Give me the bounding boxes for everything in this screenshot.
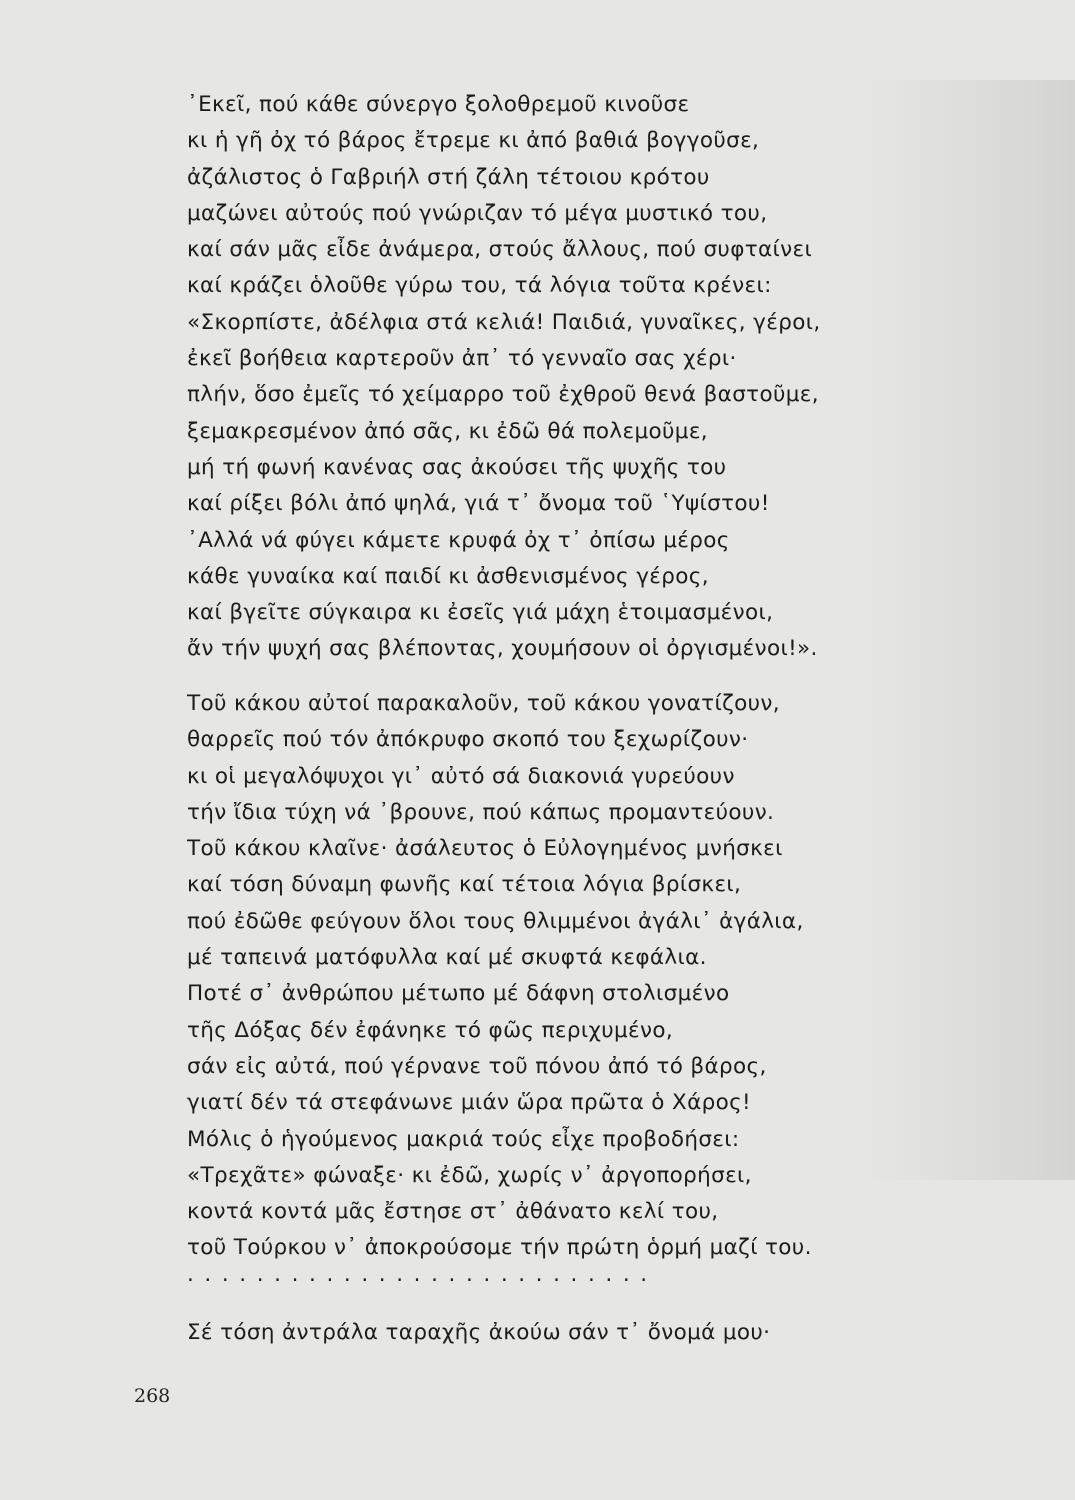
verse-line: ἐκεῖ βοήθεια καρτεροῦν ἀπ᾿ τό γενναῖο σας χέρι· [187,346,737,372]
verse-line: τήν ἴδια τύχη νά ᾿βρουνε, πού κάπως προμαντεύουν. [187,799,775,825]
verse-line: κι οἱ μεγαλόψυχοι γι᾿ αὐτό σά διακονιά γυρεύουν [187,763,735,789]
verse-line: θαρρεῖς πού τόν ἀπόκρυφο σκοπό του ξεχωρίζουν· [187,727,749,753]
verse-line: τοῦ Τούρκου ν᾿ ἀποκρούσομε τήν πρώτη ὁρμή μαζί του. [187,1235,812,1261]
verse-line: Τοῦ κάκου κλαῖνε· ἀσάλευτος ὁ Εὐλογημένος μνήσκει [187,836,783,862]
poem-stanza [187,1315,770,1351]
verse-line: κι ἡ γῆ ὀχ τό βάρος ἔτρεμε κι ἀπό βαθιά βογγοῦσε, [187,128,760,154]
verse-line: καί τόση δύναμη φωνῆς καί τέτοια λόγια βρίσκει, [187,872,742,898]
verse-line: σάν εἰς αὐτά, πού γέρνανε τοῦ πόνου ἀπό τό βάρος, [187,1053,767,1079]
verse-line: ἄν τήν ψυχή σας βλέποντας, χουμήσουν οἱ ὀργισμένοι!». [187,636,818,662]
verse-line: «Τρεχᾶτε» φώναξε· κι ἐδῶ, χωρίς ν᾿ ἀργοπορήσει, [187,1162,752,1188]
verse-line: καί βγεῖτε σύγκαιρα κι ἐσεῖς γιά μάχη ἑτοιμασμένοι, [187,600,774,626]
verse-line: γιατί δέν τά στεφάνωνε μιάν ὥρα πρῶτα ὁ Χάρος! [187,1090,752,1116]
verse-line: μέ ταπεινά ματόφυλλα καί μέ σκυφτά κεφάλια. [187,945,707,971]
verse-line: καί ρίξει βόλι ἀπό ψηλά, γιά τ᾿ ὄνομα τοῦ ῾Υψίστου! [187,491,770,517]
verse-line: Τοῦ κάκου αὐτοί παρακαλοῦν, τοῦ κάκου γονατίζουν, [187,691,780,716]
verse-line: κοντά κοντά μᾶς ἔστησε στ᾿ ἀθάνατο κελί του, [187,1199,719,1225]
verse-line: πού ἐδῶθε φεύγουν ὅλοι τους θλιμμένοι ἀγάλι᾿ ἀγάλια, [187,908,804,934]
verse-line: καί κράζει ὁλοῦθε γύρω του, τά λόγια τοῦτα κρένει: [187,273,772,299]
verse-line: ᾿Αλλά νά φύγει κάμετε κρυφά ὀχ τ᾿ ὀπίσω μέρος [187,527,730,553]
show-through-shading [865,80,1075,1180]
verse-line: ἀζάλιστος ὁ Γαβριήλ στή ζάλη τέτοιου κρότου [187,164,710,190]
verse-line: ξεμακρεσμένον ἀπό σᾶς, κι ἐδῶ θά πολεμοῦμε, [187,418,708,444]
verse-line: καί σάν μᾶς εἶδε ἀνάμερα, στούς ἄλλους, πού συφταίνει [187,237,813,263]
verse-line: κάθε γυναίκα καί παιδί κι ἀσθενισμένος γέρος, [187,563,709,589]
poem-stanza [187,686,812,1267]
verse-line: τῆς Δόξας δέν ἐφάνηκε τό φῶς περιχυμένο, [187,1017,674,1043]
verse-line: πλήν, ὅσο ἐμεῖς τό χείμαρρο τοῦ ἐχθροῦ θενά βαστοῦμε, [187,382,819,408]
poem-stanza [187,87,821,668]
verse-line: Μόλις ὁ ἡγούμενος μακριά τούς εἶχε προβοδήσει: [187,1126,740,1152]
verse-line: «Σκορπίστε, ἀδέλφια στά κελιά! Παιδιά, γυναῖκες, γέροι, [187,309,821,335]
verse-line: μή τή φωνή κανένας σας ἀκούσει τῆς ψυχῆς του [187,454,727,480]
verse-line: Σέ τόση ἀντράλα ταραχῆς ἀκούω σάν τ᾿ ὄνομά μου· [187,1320,771,1345]
page-number: 268 [134,1385,171,1407]
verse-line: μαζώνει αὐτούς πού γνώριζαν τό μέγα μυστικό του, [187,200,768,226]
verse-line: Ποτέ σ᾿ ἀνθρώπου μέτωπο μέ δάφνη στολισμένο [187,981,730,1007]
verse-line: ᾿Εκεῖ, πού κάθε σύνεργο ξολοθρεμοῦ κινοῦσε [187,92,690,117]
omission-dots: ........................... [187,1262,658,1287]
